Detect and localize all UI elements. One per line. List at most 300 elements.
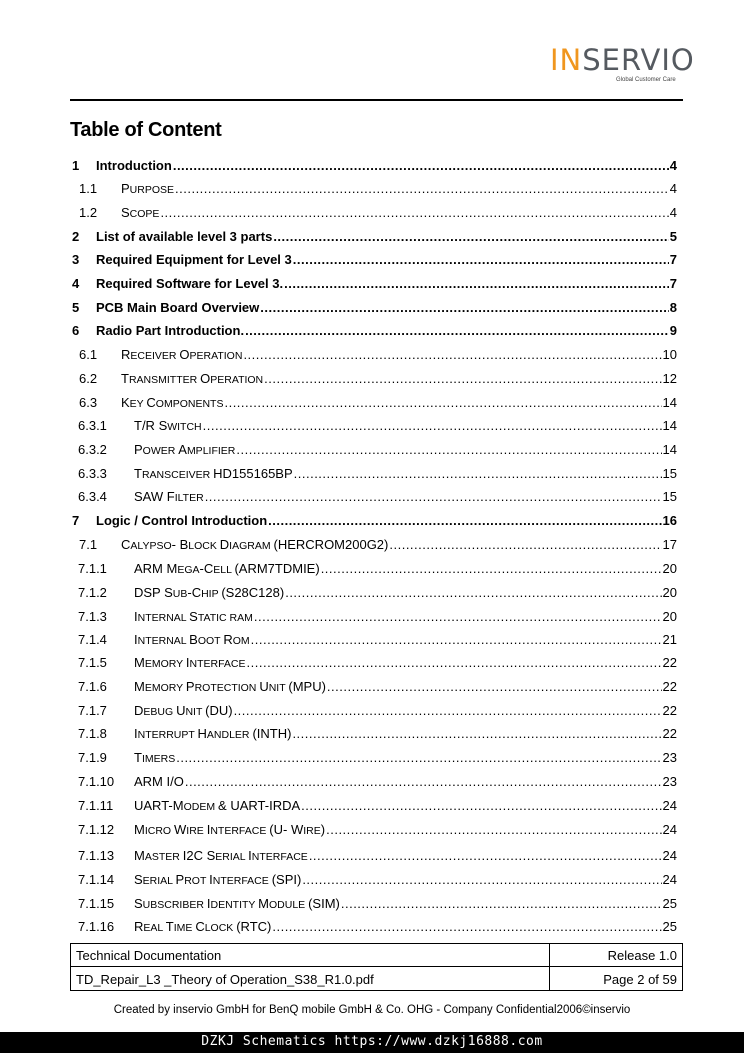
toc-entry[interactable] (70, 653, 677, 673)
toc-leader-dots (245, 321, 669, 341)
toc-entry[interactable] (70, 416, 677, 436)
toc-title-part: ASTER (144, 851, 183, 863)
toc-entry[interactable] (70, 250, 677, 270)
toc-title-part: ICRO (144, 825, 175, 837)
toc-entry-body (96, 321, 677, 341)
toc-entry[interactable] (70, 870, 677, 890)
toc-title-part: Radio Part Introduction. (96, 323, 245, 338)
toc-entry-number: 6.3.2 (78, 442, 107, 457)
toc-entry-body (134, 820, 677, 841)
toc-title-part: EBUG (143, 706, 177, 718)
toc-title-part: ROTECTION (194, 682, 260, 694)
toc-title-part: DSP (134, 585, 165, 600)
toc-leader-dots (301, 796, 661, 816)
toc-entry-body (134, 724, 677, 745)
toc-entry-title (134, 846, 309, 867)
toc-title-part: T/R (134, 418, 159, 433)
toc-title-part: I2C (182, 848, 207, 863)
toc-title-part: ) (320, 822, 326, 837)
toc-entry-page: 7 (669, 252, 677, 267)
toc-title-part: W (174, 822, 187, 837)
toc-title-part: - (171, 537, 180, 552)
toc-title-part: F (166, 489, 175, 504)
toc-title-part: S (164, 585, 173, 600)
toc-title-part: IME (173, 922, 196, 934)
toc-title-part: RANSCEIVER (141, 469, 214, 481)
toc-title-part: P (121, 181, 130, 196)
toc-title-part: ILTER (174, 492, 204, 504)
toc-leader-dots (234, 701, 662, 721)
toc-title-part: C (195, 919, 205, 934)
toc-entry[interactable] (70, 274, 677, 294)
toc-leader-dots (292, 724, 661, 744)
toc-entry-page: 22 (662, 726, 677, 741)
toc-leader-dots (160, 203, 668, 223)
toc-entry-page: 15 (662, 489, 677, 504)
toc-entry[interactable] (70, 796, 677, 816)
toc-entry-page: 7 (669, 276, 677, 291)
toc-title-part: RAM (229, 612, 253, 624)
toc-title-part: SAW (134, 489, 167, 504)
toc-title-part: Introduction (96, 158, 172, 173)
page-title: Table of Content (70, 119, 222, 141)
toc-title-part: -C (199, 561, 214, 576)
toc-entry-body (134, 653, 677, 674)
toc-entry-number: 6.1 (79, 347, 98, 362)
toc-entry-title (134, 870, 302, 891)
toc-entry[interactable] (70, 701, 677, 721)
toc-entry[interactable] (70, 298, 677, 318)
toc-entry-body (121, 203, 677, 224)
toc-title-part: NTERFACE (212, 875, 272, 887)
toc-entry-number: 7.1.5 (78, 655, 107, 670)
toc-leader-dots (294, 464, 662, 484)
toc-title-part: ROT (184, 875, 210, 887)
toc-entry-number: 6.3.3 (78, 466, 107, 481)
toc-entry-number: 6.3 (79, 395, 98, 410)
toc-entry-title (134, 440, 236, 461)
toc-entry-number: 6.2 (79, 371, 98, 386)
toc-entry-page: 20 (662, 585, 677, 600)
toc-entry-body (121, 369, 677, 390)
toc-title-part: OWER (142, 445, 179, 457)
toc-title-part: IRE (186, 825, 207, 837)
toc-leader-dots (264, 369, 661, 389)
toc-title-part: ALYPSO (130, 540, 172, 552)
toc-title-part: ARM (134, 561, 167, 576)
watermark-text: DZKJ Schematics https://www.dzkj16888.com (201, 1034, 543, 1049)
toc-title-part: EAL (143, 922, 166, 934)
toc-title-part: R (134, 919, 144, 934)
toc-entry-title (134, 772, 185, 792)
toc-title-part: (SIM) (308, 896, 340, 911)
toc-entry-page: 9 (669, 323, 677, 338)
toc-entry[interactable] (70, 227, 677, 247)
toc-title-part: EMORY (144, 682, 186, 694)
toc-entry-page: 16 (662, 513, 677, 528)
toc-entry-title (134, 630, 251, 651)
footer-page-number: Page 2 of 59 (603, 972, 677, 987)
toc-entry-number: 7.1.16 (78, 919, 115, 934)
toc-entry-body (134, 559, 677, 580)
toc-entry-body (121, 393, 677, 414)
toc-entry-number: 7.1.14 (78, 872, 115, 887)
toc-entry-body (134, 487, 677, 508)
toc-title-part: T (121, 371, 129, 386)
toc-title-part: I (134, 609, 138, 624)
toc-entry-body (134, 846, 677, 867)
toc-entry[interactable] (70, 535, 677, 555)
toc-title-part: (DU) (205, 703, 233, 718)
toc-leader-dots (260, 298, 668, 318)
toc-title-part: NTERFACE (251, 851, 308, 863)
toc-entry-body (134, 583, 677, 604)
toc-entry-title (121, 393, 224, 414)
toc-leader-dots (309, 846, 662, 866)
toc-leader-dots (293, 250, 669, 270)
toc-title-part: IRE (303, 825, 321, 837)
toc-entry[interactable] (70, 630, 677, 650)
toc-entry-title (134, 677, 327, 698)
toc-title-part: UART-M (134, 798, 184, 813)
header-rule (70, 99, 683, 101)
toc-title-part: S (134, 872, 143, 887)
toc-entry-number: 7.1.12 (78, 822, 115, 837)
toc-entry[interactable] (70, 179, 677, 199)
toc-title-part: -C (187, 585, 202, 600)
toc-title-part: W (290, 822, 304, 837)
toc-entry-page: 12 (662, 371, 677, 386)
toc-title-part: WITCH (167, 421, 202, 433)
toc-entry-page: 24 (662, 872, 677, 887)
toc-title-part: URPOSE (129, 184, 175, 196)
toc-entry-number: 7.1 (79, 537, 98, 552)
toc-leader-dots (203, 416, 662, 436)
toc-title-part: UB (172, 588, 188, 600)
toc-entry-body (121, 535, 677, 556)
toc-entry-title (134, 701, 234, 722)
toc-title-part: P (134, 442, 143, 457)
toc-entry-page: 23 (662, 750, 677, 765)
toc-leader-dots (205, 487, 662, 507)
toc-title-part: (RTC) (236, 919, 272, 934)
toc-title-part: HIP (201, 588, 222, 600)
toc-entry-title (134, 607, 254, 628)
toc-entry-title (134, 653, 247, 674)
toc-title-part: ELL (213, 564, 235, 576)
toc-title-part: UBSCRIBER (142, 899, 207, 911)
toc-entry-title (121, 369, 264, 390)
toc-leader-dots (273, 227, 668, 247)
toc-entry[interactable] (70, 748, 677, 768)
toc-leader-dots (254, 607, 662, 627)
toc-entry-body (134, 701, 677, 722)
copyright-notice: Created by inservio GmbH for BenQ mobile GmbH & Co. OHG - Company Confidential2006©inservio (113, 1004, 631, 1016)
toc-title-part: PCB Main Board Overview (96, 300, 260, 315)
toc-entry-body (134, 870, 677, 891)
toc-entry[interactable] (70, 487, 677, 507)
toc-entry-body (96, 227, 677, 247)
toc-entry[interactable] (70, 917, 677, 937)
toc-entry-body (134, 677, 677, 698)
toc-title-part: S (134, 896, 143, 911)
footer-table (70, 943, 683, 991)
toc-entry[interactable] (70, 772, 677, 792)
toc-title-part: ARM I/O (134, 774, 184, 789)
toc-entry-title (134, 559, 321, 580)
toc-entry[interactable] (70, 321, 677, 341)
toc-entry[interactable] (70, 511, 677, 531)
toc-entry-title (96, 274, 284, 294)
toc-entry[interactable] (70, 607, 677, 627)
toc-entry-number: 1 (72, 158, 80, 173)
toc-title-part: C (121, 537, 131, 552)
toc-entry-body (134, 917, 677, 938)
footer-doc-type: Technical Documentation (76, 948, 222, 963)
toc-title-part: IMERS (141, 753, 176, 765)
toc-entry[interactable] (70, 345, 677, 365)
toc-title-part: NIT (268, 682, 289, 694)
toc-title-part: I (209, 872, 213, 887)
toc-entry-number: 3 (72, 252, 80, 267)
toc-entry-number: 4 (72, 276, 80, 291)
toc-title-part: ( (269, 822, 274, 837)
toc-title-part: DENTITY (210, 899, 259, 911)
toc-entry-title (134, 487, 205, 508)
toc-title-part: M (134, 848, 145, 863)
toc-entry-title (134, 748, 176, 769)
toc-entry-page: 25 (662, 896, 677, 911)
toc-title-part: EGA (177, 564, 200, 576)
toc-entry-page: 14 (662, 395, 677, 410)
toc-title-part: U (176, 703, 186, 718)
toc-title-part: NTERNAL (137, 635, 190, 647)
toc-entry-number: 7.1.8 (78, 726, 107, 741)
toc-entry[interactable] (70, 156, 677, 176)
toc-entry-body (134, 894, 677, 915)
toc-entry-page: 5 (669, 229, 677, 244)
toc-entry-number: 6.3.4 (78, 489, 107, 504)
toc-entry-title (121, 203, 160, 224)
toc-entry-body (96, 274, 677, 294)
toc-title-part: NTERFACE (189, 658, 246, 670)
toc-entry-title (121, 179, 175, 200)
toc-entry-number: 6.3.1 (78, 418, 107, 433)
toc-title-part: ODULE (268, 899, 309, 911)
toc-title-part: A (178, 442, 187, 457)
toc-leader-dots (247, 653, 662, 673)
toc-entry[interactable] (70, 724, 677, 744)
toc-title-part: I (134, 726, 138, 741)
toc-entry[interactable] (70, 369, 677, 389)
toc-title-part: T (165, 919, 174, 934)
logo-word-in: IN (550, 43, 583, 77)
toc-title-part: (INTH) (252, 726, 292, 741)
logo-wordmark (550, 44, 695, 76)
toc-entry-number: 7.1.6 (78, 679, 107, 694)
toc-title-part: R (121, 347, 131, 362)
toc-entry-page: 22 (662, 679, 677, 694)
toc-entry[interactable] (70, 583, 677, 603)
toc-title-part: - (283, 822, 291, 837)
toc-entry-page: 4 (669, 158, 677, 173)
toc-leader-dots (341, 894, 662, 914)
toc-entry-number: 7.1.4 (78, 632, 107, 647)
toc-title-part: ODEM (183, 801, 219, 813)
toc-title-part: K (121, 395, 130, 410)
toc-entry-body (134, 796, 677, 817)
toc-entry-body (96, 298, 677, 318)
toc-entry-number: 1.2 (79, 205, 98, 220)
toc-entry-body (121, 179, 677, 200)
toc-leader-dots (173, 156, 669, 176)
toc-entry-body (134, 607, 677, 628)
toc-entry[interactable] (70, 393, 677, 413)
toc-entry-page: 22 (662, 703, 677, 718)
toc-title-part: (S28C128) (221, 585, 285, 600)
toc-leader-dots (389, 535, 661, 555)
toc-entry[interactable] (70, 203, 677, 223)
toc-title-part: I (185, 655, 190, 670)
toc-entry[interactable] (70, 820, 677, 840)
toc-entry-page: 8 (669, 300, 677, 315)
toc-entry-body (134, 772, 677, 792)
toc-title-part: ERIAL (142, 875, 176, 887)
toc-leader-dots (285, 583, 661, 603)
toc-title-part: R (223, 632, 233, 647)
toc-title-part: I (134, 632, 138, 647)
toc-title-part: T (134, 466, 142, 481)
toc-title-part: LOCK (188, 540, 220, 552)
toc-entry-title (121, 535, 389, 556)
toc-entry-body (96, 511, 677, 531)
toc-entry-number: 7.1.2 (78, 585, 107, 600)
toc-entry-number: 6 (72, 323, 80, 338)
toc-title-part: COPE (129, 208, 160, 220)
toc-entry-body (121, 345, 677, 366)
toc-entry-body (134, 630, 677, 651)
toc-entry-page: 4 (669, 181, 677, 196)
toc-title-part: Logic / Control Introduction (96, 513, 268, 528)
toc-entry-page: 14 (662, 418, 677, 433)
toc-entry-title (96, 511, 268, 531)
logo-word-rest: SERVIO (582, 43, 695, 77)
toc-title-part: S (121, 205, 130, 220)
toc-title-part: O (179, 347, 190, 362)
toc-entry-page: 15 (662, 466, 677, 481)
toc-entry-title (96, 298, 260, 318)
toc-title-part: M (134, 655, 145, 670)
toc-title-part: T (134, 750, 142, 765)
toc-entry[interactable] (70, 677, 677, 697)
toc-entry-body (134, 748, 677, 769)
toc-entry-page: 20 (662, 609, 677, 624)
toc-entry-page: 23 (662, 774, 677, 789)
toc-leader-dots (326, 820, 661, 840)
toc-entry-title (96, 156, 173, 176)
toc-title-part: I (206, 822, 211, 837)
toc-leader-dots (327, 677, 662, 697)
toc-entry-title (134, 894, 341, 915)
toc-entry-title (134, 464, 294, 485)
toc-entry-page: 17 (662, 537, 677, 552)
toc-leader-dots (302, 870, 661, 890)
toc-entry[interactable] (70, 440, 677, 460)
toc-leader-dots (224, 393, 661, 413)
toc-title-part: & UART-IRDA (218, 798, 301, 813)
toc-title-part: M (134, 679, 145, 694)
toc-title-part: D (134, 703, 144, 718)
footer-filename: TD_Repair_L3 _Theory of Operation_S38_R1.0.pdf (76, 972, 374, 987)
toc-entry[interactable] (70, 894, 677, 914)
toc-entry-body (96, 250, 677, 270)
toc-title-part: O (200, 371, 211, 386)
toc-title-part: I (248, 848, 252, 863)
inservio-logo (550, 43, 695, 88)
toc-title-part: OOT (197, 635, 224, 647)
toc-entry[interactable] (70, 464, 677, 484)
toc-entry[interactable] (70, 846, 677, 866)
toc-title-part: NTERNAL (137, 612, 190, 624)
toc-entry-number: 7.1.9 (78, 750, 107, 765)
toc-entry-title (96, 321, 245, 341)
toc-title-part: List of available level 3 parts (96, 229, 273, 244)
toc-title-part: M (166, 561, 178, 576)
toc-title-part: S (206, 848, 216, 863)
toc-title-part: D (219, 537, 230, 552)
toc-title-part: TATIC (197, 612, 230, 624)
toc-title-part: ERIAL (215, 851, 249, 863)
toc-entry-title (134, 416, 203, 437)
toc-entry-title (121, 345, 243, 366)
toc-title-part: NTERRUPT (137, 729, 198, 741)
toc-title-part: (MPU) (288, 679, 326, 694)
toc-title-part: M (258, 896, 269, 911)
toc-leader-dots (272, 917, 661, 937)
toc-title-part: C (146, 395, 156, 410)
toc-title-part: I (206, 896, 211, 911)
toc-title-part: M (134, 822, 145, 837)
toc-entry[interactable] (70, 559, 677, 579)
toc-title-part: Required Software for Level 3. (96, 276, 284, 291)
toc-leader-dots (236, 440, 661, 460)
toc-entry-page: 4 (669, 205, 677, 220)
toc-entry-title (134, 583, 285, 604)
toc-entry-title (134, 724, 292, 745)
toc-title-part: P (185, 679, 195, 694)
toc-title-part: (HERCROM200G2) (273, 537, 389, 552)
toc-title-part: S (158, 418, 168, 433)
toc-entry-number: 1.1 (79, 181, 98, 196)
toc-title-part: NIT (185, 706, 206, 718)
toc-title-part: U (273, 822, 284, 837)
toc-title-part: B (189, 632, 198, 647)
toc-entry-page: 14 (662, 442, 677, 457)
toc-title-part: PERATION (189, 350, 243, 362)
toc-entry-number: 5 (72, 300, 80, 315)
toc-title-part: HD155165BP (213, 466, 293, 481)
toc-leader-dots (251, 630, 662, 650)
toc-entry-number: 7.1.7 (78, 703, 107, 718)
toc-entry-body (134, 440, 677, 461)
toc-entry-number: 2 (72, 229, 80, 244)
toc-entry-page: 24 (662, 798, 677, 813)
toc-title-part: EY (129, 398, 147, 410)
toc-entry-body (96, 156, 677, 176)
toc-entry-body (134, 416, 677, 437)
toc-entry-page: 24 (662, 848, 677, 863)
toc-entry-page: 21 (662, 632, 677, 647)
